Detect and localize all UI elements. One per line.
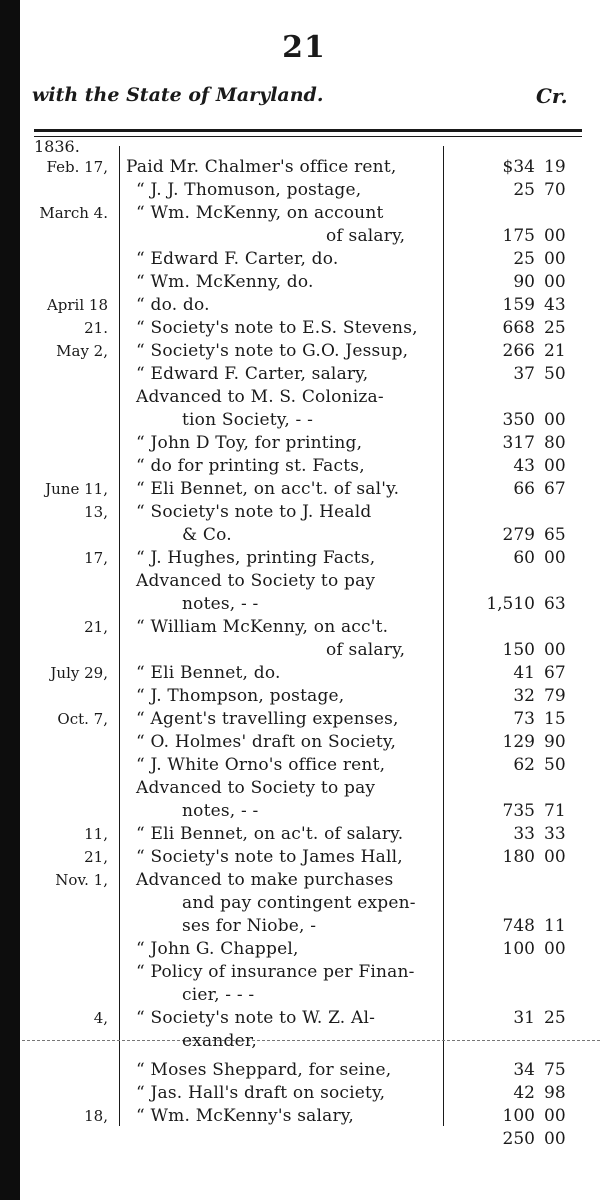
amount-cents: 67 bbox=[544, 479, 566, 499]
amount-dollars: 350 bbox=[502, 410, 535, 430]
amount-cents: 11 bbox=[544, 916, 566, 936]
entry-description: ses for Niobe, - bbox=[182, 916, 317, 936]
entry-date: 21, bbox=[84, 618, 108, 636]
ledger-line bbox=[22, 1128, 600, 1151]
entry-date: April 18 bbox=[46, 296, 108, 314]
amount-dollars: 100 bbox=[502, 939, 535, 959]
entry-description: “ do for printing st. Facts, bbox=[136, 456, 365, 476]
entry-description: “ Society's note to E.S. Stevens, bbox=[136, 318, 418, 338]
amount-dollars: 266 bbox=[502, 341, 535, 361]
entry-date: Oct. 7, bbox=[57, 710, 108, 728]
amount-cents: 00 bbox=[544, 640, 566, 660]
amount-dollars: 159 bbox=[502, 295, 535, 315]
amount-dollars: 25 bbox=[513, 180, 535, 200]
ledger-line bbox=[22, 938, 600, 961]
amount-cents: 98 bbox=[544, 1083, 566, 1103]
ledger-line bbox=[22, 892, 600, 915]
ledger-line bbox=[22, 432, 600, 455]
page-binding-edge bbox=[0, 0, 20, 1200]
ledger-line bbox=[22, 455, 600, 478]
ledger-line bbox=[22, 662, 600, 685]
amount-dollars: 735 bbox=[502, 801, 535, 821]
page-number: 21 bbox=[282, 30, 326, 65]
entry-description: “ O. Holmes' draft on Society, bbox=[136, 732, 397, 752]
entry-description: “ William McKenny, on acc't. bbox=[136, 617, 389, 637]
amount-dollars: 42 bbox=[513, 1083, 535, 1103]
header-rule-thick bbox=[34, 129, 582, 132]
ledger-line bbox=[22, 800, 600, 823]
ledger-line bbox=[22, 340, 600, 363]
ledger-line bbox=[22, 846, 600, 869]
ledger-line bbox=[22, 225, 600, 248]
entry-description: “ Policy of insurance per Finan- bbox=[136, 962, 415, 982]
ledger-line bbox=[22, 386, 600, 409]
credit-label: Cr. bbox=[536, 84, 568, 108]
entry-date: July 29, bbox=[50, 664, 108, 682]
ledger-line bbox=[22, 1007, 600, 1030]
amount-cents: 00 bbox=[544, 249, 566, 269]
amount-dollars: 668 bbox=[502, 318, 535, 338]
amount-dollars: 62 bbox=[513, 755, 535, 775]
amount-cents: 00 bbox=[544, 226, 566, 246]
amount-dollars: 43 bbox=[513, 456, 535, 476]
amount-cents: 65 bbox=[544, 525, 566, 545]
amount-cents: 70 bbox=[544, 180, 566, 200]
entry-date: June 11, bbox=[45, 480, 108, 498]
ledger-page bbox=[22, 0, 600, 1200]
entry-description: Paid Mr. Chalmer's office rent, bbox=[126, 157, 397, 177]
amount-dollars: 37 bbox=[513, 364, 535, 384]
ledger-line bbox=[22, 363, 600, 386]
amount-cents: 00 bbox=[544, 548, 566, 568]
amount-cents: 75 bbox=[544, 1060, 566, 1080]
ledger-line bbox=[22, 248, 600, 271]
entry-date: 21, bbox=[84, 848, 108, 866]
amount-dollars: 41 bbox=[513, 663, 535, 683]
ledger-line bbox=[22, 294, 600, 317]
amount-dollars: 180 bbox=[502, 847, 535, 867]
amount-cents: 50 bbox=[544, 755, 566, 775]
amount-dollars: 748 bbox=[502, 916, 535, 936]
ledger-line bbox=[22, 777, 600, 800]
entry-description: “ Wm. McKenny, on account bbox=[136, 203, 384, 223]
amount-dollars: 31 bbox=[513, 1008, 535, 1028]
entry-description: of salary, bbox=[326, 640, 406, 660]
ledger-line bbox=[22, 501, 600, 524]
entry-date: Nov. 1, bbox=[55, 871, 108, 889]
ledger-line bbox=[22, 478, 600, 501]
amount-dollars: 175 bbox=[502, 226, 535, 246]
ledger-line bbox=[22, 708, 600, 731]
entry-description: “ J. Thompson, postage, bbox=[136, 686, 345, 706]
ledger-line bbox=[22, 754, 600, 777]
ledger-line bbox=[22, 915, 600, 938]
entry-description: “ Eli Bennet, on acc't. of sal'y. bbox=[136, 479, 400, 499]
entry-description: “ J. White Orno's office rent, bbox=[136, 755, 386, 775]
amount-dollars: 1,510 bbox=[486, 594, 535, 614]
ledger-line bbox=[22, 524, 600, 547]
amount-dollars: 317 bbox=[502, 433, 535, 453]
ledger-line bbox=[22, 869, 600, 892]
amount-dollars: 60 bbox=[513, 548, 535, 568]
ledger-line bbox=[22, 823, 600, 846]
ledger-line bbox=[22, 685, 600, 708]
amount-dollars: 25 bbox=[513, 249, 535, 269]
entry-date: 13, bbox=[84, 503, 108, 521]
ledger-line bbox=[22, 961, 600, 984]
amount-dollars: 150 bbox=[502, 640, 535, 660]
entry-description: “ Moses Sheppard, for seine, bbox=[136, 1060, 392, 1080]
amount-cents: 00 bbox=[544, 272, 566, 292]
ledger-line bbox=[22, 593, 600, 616]
entry-date: 17, bbox=[84, 549, 108, 567]
ledger-line bbox=[22, 409, 600, 432]
amount-cents: 19 bbox=[544, 157, 566, 177]
amount-dollars: $34 bbox=[502, 157, 535, 177]
amount-cents: 00 bbox=[544, 1129, 566, 1149]
entry-description: Advanced to Society to pay bbox=[136, 571, 376, 591]
ledger-line bbox=[22, 547, 600, 570]
amount-dollars: 66 bbox=[513, 479, 535, 499]
amount-cents: 33 bbox=[544, 824, 566, 844]
amount-dollars: 73 bbox=[513, 709, 535, 729]
entry-description: “ Eli Bennet, do. bbox=[136, 663, 281, 683]
amount-cents: 21 bbox=[544, 341, 566, 361]
entry-description: “ Society's note to J. Heald bbox=[136, 502, 372, 522]
amount-cents: 00 bbox=[544, 847, 566, 867]
amount-cents: 43 bbox=[544, 295, 566, 315]
entry-date: May 2, bbox=[56, 342, 108, 360]
amount-cents: 67 bbox=[544, 663, 566, 683]
ledger-line bbox=[22, 1082, 600, 1105]
amount-cents: 00 bbox=[544, 410, 566, 430]
amount-cents: 00 bbox=[544, 1106, 566, 1126]
entry-description: “ Society's note to James Hall, bbox=[136, 847, 403, 867]
entry-description: “ John D Toy, for printing, bbox=[136, 433, 363, 453]
amount-dollars: 32 bbox=[513, 686, 535, 706]
entry-description: “ do. do. bbox=[136, 295, 210, 315]
entry-description: “ Wm. McKenny, do. bbox=[136, 272, 314, 292]
entry-date: 11, bbox=[84, 825, 108, 843]
amount-dollars: 100 bbox=[502, 1106, 535, 1126]
entry-description: “ Eli Bennet, on ac't. of salary. bbox=[136, 824, 404, 844]
entry-description: “ Jas. Hall's draft on society, bbox=[136, 1083, 386, 1103]
amount-cents: 00 bbox=[544, 456, 566, 476]
entry-description: exander, bbox=[182, 1031, 257, 1051]
entry-description: notes, - - bbox=[182, 801, 259, 821]
amount-cents: 80 bbox=[544, 433, 566, 453]
entry-date: 21. bbox=[84, 319, 108, 337]
entry-description: and pay contingent expen- bbox=[182, 893, 416, 913]
amount-dollars: 250 bbox=[502, 1129, 535, 1149]
ledger-line bbox=[22, 156, 600, 179]
entry-description: Advanced to Society to pay bbox=[136, 778, 376, 798]
entry-description: Advanced to make purchases bbox=[136, 870, 394, 890]
amount-dollars: 33 bbox=[513, 824, 535, 844]
entry-description: “ Agent's travelling expenses, bbox=[136, 709, 399, 729]
entry-description: cier, - - - bbox=[182, 985, 255, 1005]
amount-cents: 00 bbox=[544, 939, 566, 959]
amount-dollars: 129 bbox=[502, 732, 535, 752]
amount-dollars: 34 bbox=[513, 1060, 535, 1080]
amount-dollars: 90 bbox=[513, 272, 535, 292]
entry-description: “ John G. Chappel, bbox=[136, 939, 299, 959]
amount-cents: 71 bbox=[544, 801, 566, 821]
entry-date: 18, bbox=[84, 1107, 108, 1125]
ledger-line bbox=[22, 317, 600, 340]
ledger-line bbox=[22, 271, 600, 294]
amount-cents: 15 bbox=[544, 709, 566, 729]
entry-description: “ Edward F. Carter, do. bbox=[136, 249, 339, 269]
ledger-line bbox=[22, 1105, 600, 1128]
entry-description: “ Edward F. Carter, salary, bbox=[136, 364, 369, 384]
entry-date: 4, bbox=[93, 1009, 108, 1027]
ledger-line bbox=[22, 639, 600, 662]
entry-description: of salary, bbox=[326, 226, 406, 246]
entry-description: & Co. bbox=[182, 525, 232, 545]
amount-cents: 25 bbox=[544, 1008, 566, 1028]
header-rule-thin bbox=[34, 136, 582, 137]
entry-description: notes, - - bbox=[182, 594, 259, 614]
ledger-line bbox=[22, 731, 600, 754]
entry-description: “ Wm. McKenny's salary, bbox=[136, 1106, 354, 1126]
ledger-line bbox=[22, 202, 600, 225]
ledger-line bbox=[22, 1059, 600, 1082]
amount-cents: 90 bbox=[544, 732, 566, 752]
ledger-line bbox=[22, 179, 600, 202]
ledger-line bbox=[22, 984, 600, 1007]
amount-cents: 25 bbox=[544, 318, 566, 338]
entry-description: tion Society, - - bbox=[182, 410, 314, 430]
amount-cents: 50 bbox=[544, 364, 566, 384]
entry-description: “ Society's note to W. Z. Al- bbox=[136, 1008, 376, 1028]
entry-description: “ J. Hughes, printing Facts, bbox=[136, 548, 376, 568]
entry-description: Advanced to M. S. Coloniza- bbox=[136, 387, 384, 407]
ledger-line bbox=[22, 570, 600, 593]
amount-cents: 63 bbox=[544, 594, 566, 614]
entry-date: Feb. 17, bbox=[46, 158, 108, 176]
amount-dollars: 279 bbox=[502, 525, 535, 545]
ledger-line bbox=[22, 616, 600, 639]
entry-description: “ J. J. Thomuson, postage, bbox=[136, 180, 362, 200]
entry-date: March 4. bbox=[39, 204, 108, 222]
ledger-line bbox=[22, 1030, 600, 1053]
ledger-year: 1836. bbox=[34, 137, 80, 156]
account-title: with the State of Maryland. bbox=[32, 84, 324, 106]
amount-cents: 79 bbox=[544, 686, 566, 706]
entry-description: “ Society's note to G.O. Jessup, bbox=[136, 341, 409, 361]
